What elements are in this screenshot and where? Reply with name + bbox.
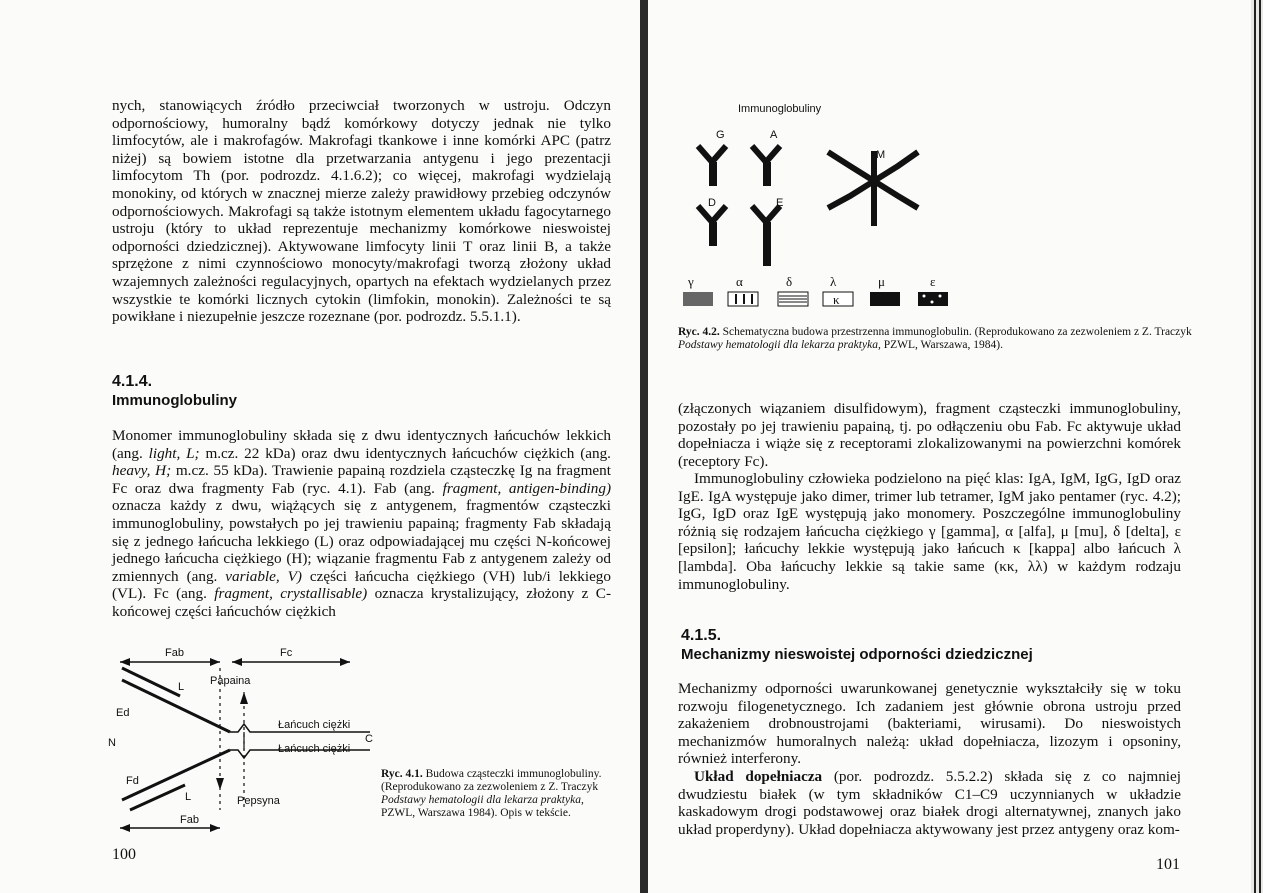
legend-swatch-kappa-text: κ [833,292,840,307]
legend-symbol-epsilon: ε [930,274,936,289]
heavy-chain-top-left [122,680,230,732]
figure-4-1-caption-tail: PZWL, Warszawa 1984). Opis w tekście. [381,807,571,819]
para2-italic-heavy: heavy, H; [112,462,172,480]
label-heavy-chain-1: Łańcuch ciężki [278,719,351,731]
right-paragraph-2-text: Immunoglobuliny człowieka podzielono na pięć klas: IgA, IgM, IgG, IgD oraz IgE. IgA występuje jako dimer, trimer lub tetramer, IgM jako pentamer (ryc. 4.2); IgG, IgD oraz IgE występują jako monomery. Poszczególne immunoglobuliny różnią się rodzajem łańcucha ciężkiego γ [gamma], α [alfa], μ [mu], δ [delta], ε [epsilon]; łańcuchy lekkie występują jako łańcuch κ [kappa] albo łańcuch λ [lambda]. Oba łańcuchy lekkie są takie same (κκ, λλ) w każdym rodzaju immunoglobuliny. [678,470,1181,593]
label-ed: Ed [116,707,130,719]
label-n: N [108,737,116,749]
legend-symbol-alpha: α [736,274,743,289]
para2-italic-light: light, L; [148,444,200,462]
right-paragraph-4-bold: Układ dopełniacza [694,768,823,785]
legend-swatch-epsilon-dot-3 [939,295,942,298]
iga-monomer [752,146,780,186]
class-label-g: G [716,129,725,141]
label-pepsyna: Pepsyna [237,795,280,807]
figure-4-2-caption-tail: PZWL, Warszawa, 1984). [880,339,1003,351]
pepsyna-arrow-head [216,778,224,790]
right-paragraph-3 [678,680,1181,768]
right-paragraph-4 [678,768,1181,838]
figure-4-2-caption [678,326,1198,352]
class-label-e: E [776,197,784,209]
para2-text-2: m.cz. 22 kDa) oraz dwu identycznych łańcuchów ciężkich (ang. [199,444,611,462]
figure-4-1-diagram [100,640,380,840]
igg-monomer [698,146,726,186]
figure-4-2-diagram [678,96,948,316]
scan-right-edge-line-1 [1254,0,1256,893]
page-number-left: 100 [112,846,136,863]
left-paragraph-2 [112,427,611,621]
right-paragraph-2 [678,470,1181,593]
ige-monomer [752,206,780,266]
right-paragraph-3-text: Mechanizmy odporności uwarunkowanej genetycznie wykształciły się w toku rozwoju filogenetycznego. Ich zadaniem jest głównie obrona ustroju przed zakażeniem drobnoustrojami (bakteriami, wirusami). Do nieswoistych mechanizmów humoralnych należą: układ dopełniacza, lizozym i opsoniny, również interferony. [678,680,1181,768]
light-chain-top [122,668,180,696]
right-paragraph-1 [678,400,1181,470]
fc-arrow-right-head [340,658,350,666]
para2-italic-fragment: fragment, antigen-binding) [442,479,612,497]
legend-symbol-lambda: λ [830,274,837,289]
scan-right-edge-line-2 [1259,0,1261,893]
legend-symbol-mu: μ [878,274,885,289]
figure-4-2-caption-label: Ryc. 4.2. [678,326,720,338]
legend-swatch-mu [870,292,900,306]
scan-right-edge [1251,0,1263,893]
right-paragraph-1-text: (złączonych wiązaniem disulfidowym), fragment cząsteczki immunoglobuliny, pozostały po jej trawieniu papainą, tj. po odłączeniu obu Fab. Fc aktywuje układ dopełniacza i wiąże się z receptorami zlokalizowanymi na powierzchni komórek (receptory Fc). [678,400,1181,470]
section-title-immunoglobuliny: Immunoglobuliny [112,392,237,409]
label-l-bottom: L [185,791,192,803]
figure-4-2-caption-text: Schematyczna budowa przestrzenna immunoglobulin. (Reprodukowano za zezwoleniem z Z. Traczyk [719,326,1192,338]
legend-symbol-gamma: γ [688,274,694,289]
right-page [648,0,1251,893]
fab-bottom-arrow-right-head [210,824,220,832]
label-c: C [365,733,373,745]
para2-text-4: oznacza każdy z dwu, wiążących się z antygenem, fragmentów cząsteczki immunoglobuliny, powstałych po jej trawieniu papainą; fragmenty Fab składają się z jednego łańcucha lekkiego (L) oraz odpowiadającej mu części N-końcowej jednego łańcucha ciężkiego (H); wiązanie fragmentu Fab z antygenem zależy od zmiennych (ang. [112,497,611,585]
figure-4-1-caption-text: Budowa cząsteczki immunoglobuliny. (Reprodukowano za zezwoleniem z Z. Traczyk [381,768,602,793]
left-paragraph-1-text: nych, stanowiących źródło przeciwciał tworzonych w ustroju. Odczyn odpornościowy, humoralny bądź komórkowy dotyczy jednak nie tylko limfocytów, ale i makrofagów. Makrofagi tkankowe i inne komórki APC (patrz niżej) są bowiem istotne dla przetwarzania antygenu i jego prezentacji limfocytom Th (por. podrozdz. 4.1.6.2); co więcej, makrofagi wydzielają monokiny, od których w znacznej mierze zależy prawidłowy przebieg odczynów odpornościowych. Makrofagi są także istotnym elementem układu fagocytarnego ustroju (który to układ reprezentuje mechanizmy komórkowe nieswoistej odporności dziedzicznej). Aktywowane limfocyty linii T oraz linii B, a także sprzężone z nimi czynnościowo monocyty/makrofagi tworzą złożony układ wzajemnych zależności regulacyjnych, opartych na efektach wydzielanych przez wszystkie te komórki licznych cytokin (limfokin, monokin). Zależności te są powikłane i niezupełnie jeszcze rozeznane (por. podrozdz. 5.5.1.1). [112,97,611,326]
page-number-right: 101 [1156,856,1180,873]
class-label-m: M [876,149,886,161]
para2-text-5: części łańcucha ciężkiego (VH) lub/i lekkiego (VL). Fc (ang. [112,567,611,603]
class-label-a: A [770,129,778,141]
para2-text-1: Monomer immunoglobuliny składa się z dwu identycznych łańcuchów lekkich (ang. [112,427,611,462]
section-title-mechanizmy: Mechanizmy nieswoistej odporności dziedzicznej [681,646,1033,663]
papaina-arrow-head [240,692,248,704]
class-label-d: D [708,197,716,209]
fab-top-arrow-right-head [210,658,220,666]
legend-symbol-delta: δ [786,274,793,289]
figure-4-1-caption-label: Ryc. 4.1. [381,768,423,780]
para2-italic-variable: variable, V) [225,567,302,585]
left-paragraph-1 [112,97,611,326]
figure-4-2-caption-italic: Podstawy hematologii dla lekarza praktyka, [678,339,881,351]
section-number-4-1-5: 4.1.5. [681,627,722,644]
legend-swatch-epsilon-dot-1 [923,295,926,298]
light-chain-bottom [130,785,185,810]
fab-bottom-arrow-left-head [120,824,130,832]
legend-swatch-gamma [683,292,713,306]
fab-top-arrow-left-head [120,658,130,666]
igd-monomer [698,206,726,246]
label-fd: Fd [126,775,139,787]
legend-swatch-epsilon [918,292,948,306]
fc-arrow-left-head [232,658,242,666]
right-paragraph-4-text: (por. podrozdz. 5.5.2.2) składa się z co najmniej dwudziestu białek (w tym składników C1–C9 uczynnianych w układzie kaskadowym drogi podstawowej oraz białek drogi alternatywnej, znanych jako układ properdyny). Układ dopełniacza aktywowany jest przez antygeny oraz kom- [678,768,1181,838]
para2-text-6: oznacza krystalizujący, złożony z C-końcowej części łańcuchów ciężkich [112,585,611,620]
figure-4-1-caption [381,768,615,820]
igm-pentamer [828,151,918,226]
figure-4-2-title: Immunoglobuliny [738,103,822,115]
label-l-top: L [178,681,185,693]
label-fc: Fc [280,647,293,659]
label-fab-top: Fab [165,647,184,659]
label-heavy-chain-2: Łańcuch ciężki [278,743,351,755]
para2-text-3: m.cz. 55 kDa). Trawienie papainą rozdziela cząsteczkę Ig na fragment Fc oraz dwa fragmenty Fab (ryc. 4.1). Fab (ang. [112,462,611,497]
label-papaina: Papaina [210,675,251,687]
figure-4-1-caption-italic: Podstawy hematologii dla lekarza praktyka, [381,794,584,806]
label-fab-bottom: Fab [180,814,199,826]
section-number-4-1-4: 4.1.4. [112,373,153,390]
para2-italic-crystallisable: fragment, crystallisable) [214,585,368,603]
legend-swatch-epsilon-dot-2 [931,301,934,304]
